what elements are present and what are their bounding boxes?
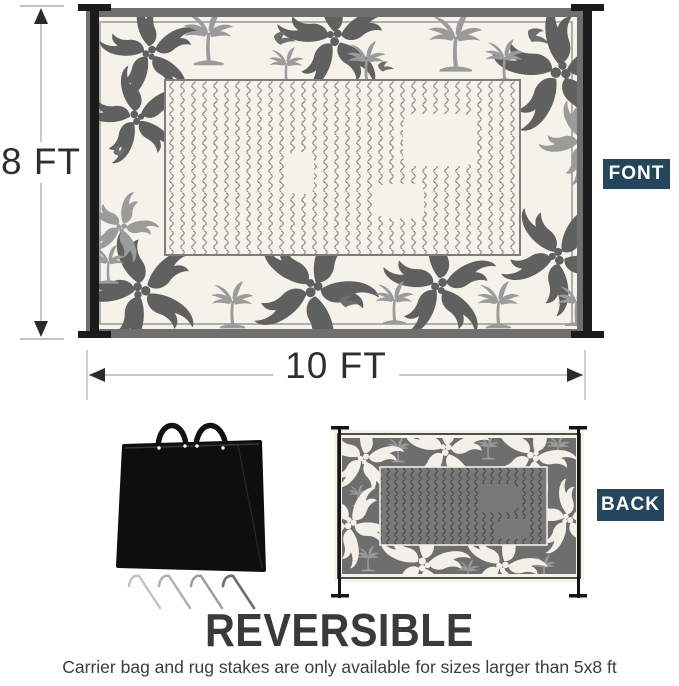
- width-dimension: [80, 346, 592, 404]
- height-label: 8 FT: [0, 142, 86, 183]
- carrier-bag-image: [112, 408, 272, 578]
- height-dimension: [0, 2, 90, 344]
- width-label: 10 FT: [273, 346, 399, 387]
- front-side-badge: FONT: [603, 159, 670, 189]
- back-rug-center-panel: [380, 467, 547, 545]
- back-rug-image: [328, 424, 590, 602]
- availability-caption: Carrier bag and rug stakes are only available for sizes larger than 5x8 ft: [62, 657, 617, 677]
- bag-body: [118, 442, 264, 570]
- front-rug-image: [78, 2, 604, 344]
- reversible-title: REVERSIBLE: [204, 604, 475, 656]
- back-side-badge: BACK: [597, 489, 664, 521]
- front-rug-center-panel: [165, 80, 520, 255]
